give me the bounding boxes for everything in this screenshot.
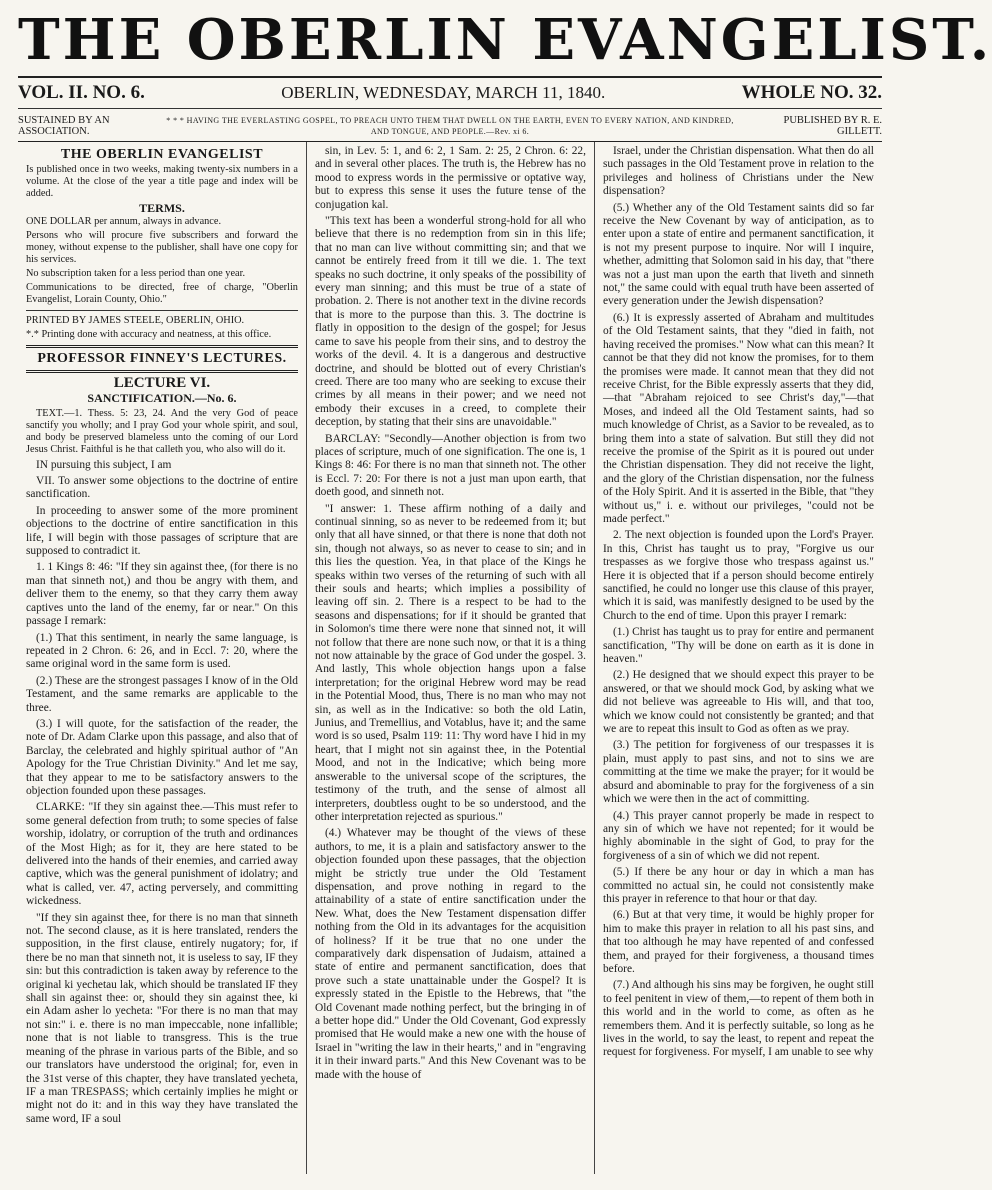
printing-note: *.* Printing done with accuracy and neatness, at this office. <box>26 329 272 341</box>
notice-line: Is published once in two weeks, making twenty-six numbers in a volume. At the close of the year a title page and index will be added. <box>26 164 298 200</box>
paragraph: (5.) Whether any of the Old Testament saints did so far receive the New Covenant by way of anticipation, as to enter upon a state of entire and permanent sanctification, it is not my present purpose to inquire. Nor will I inquire, whether, admitting that Solomon said in his day, that "there was not a just man upon the earth that liveth and sinneth not," the same could with equal truth have been asserted of every generation under the Jewish dispensation? <box>602 201 874 308</box>
paragraph: (1.) Christ has taught us to pray for entire and permanent sanctification, "Thy will be done on earth as it is done in heaven." <box>602 626 874 666</box>
masthead-rule <box>18 76 882 78</box>
paragraph: (4.) This prayer cannot properly be made in respect to any sin of which we have not repented; for it would be highly abominable in the sight of God, to pray for the forgiveness of a sin of which we did not repent. <box>602 809 874 862</box>
lecture-heading: LECTURE VI. <box>113 374 211 391</box>
notice-line: No subscription taken for a less period than one year. <box>26 268 246 280</box>
paragraph: (3.) The petition for forgiveness of our trespasses it is plain, must apply to past sins, and not to sins we are committing at the time we make the prayer; for it would be absurd and abominable to pray for the forgiveness of a sin which we were then in the act of committing. <box>602 739 874 806</box>
notice-line: Persons who will procure five subscribers and forward the money, without expense to the publisher, shall have one copy for his services. <box>26 230 298 266</box>
article-columns <box>18 141 882 1174</box>
notice-line: ONE DOLLAR per annum, always in advance. <box>26 216 222 228</box>
paragraph: sin, in Lev. 5: 1, and 6: 2, 1 Sam. 2: 25, 2 Chron. 6: 22, and in several other places. The truth is, the Hebrew has no mood to express words in the permissive or optative way, but to express this sense it uses the future tense of the conjugation kal. <box>314 145 586 211</box>
paragraph: 1. 1 Kings 8: 46: "If they sin against thee, (for there is no man that sinneth not,) and thou be angry with them, and deliver them to the enemy, so that they carry them away captives unto the land of the enemy, far or near." On this passage I remark: <box>26 561 298 628</box>
paragraph: "I answer: 1. These affirm nothing of a daily and continual sinning, so as never to be redeemed from it; but only that all have sinned, or that there is none that doth not sin, though not always, so as never to cease to sin; and in this lies the question. Yea, in that place of the Kings he speaks within two verses of the returning of such with all their souls and hearts; which implies a possibility of leaving off sin. 2. There is a respect to be had to the seasons and dispensations; for if it should be granted that in Solomon's time there were none that sinned not, it will not follow that there are none such now, or that it is a thing not now attainable by the grace of God under the gospel. 3. And lastly, This whole objection hangs upon a false interpretation; for the original Hebrew word may be read in the Potential Mood, thus, There is no man who may not sin, as well as in the Indicative: so both the old Latin, Junius, and Tremellius, and Votablus, have it; and the same word is so used, Psalm 119: 11: Thy word have I hid in my heart, that I might not sin against thee, in the Potential Mood, and not in the Indicative; which being more answerable to the universal scope of the scriptures, the testimony of the truth, and the sense of almost all interpreters, doubtless ought to be so understood, and the other interpretation rejected as spurious." <box>314 502 586 823</box>
paragraph: (2.) These are the strongest passages I know of in the Old Testament, and the same remarks are applicable to the three. <box>26 674 298 714</box>
column-3 <box>594 142 882 1174</box>
paragraph: (6.) It is expressly asserted of Abraham and multitudes of the Old Testament saints, that they "died in faith, not having received the promises." Now what can this mean? It cannot be that they did not know the promises, for to them the promises were made. It cannot mean that they did not receive Christ, for the Bible expressly asserts that they did,—that "Abraham rejoiced to see Christ's day,"—that Moses, and indeed all the Old Testament saints, had so much knowledge of Christ, as a Savior to be revealed, as to bring them into a state of salvation. But still they did not receive the promise of the Spirit as it is poured out under the Christian dispensation. They did not receive the light, and the glory of the Christian dispensation, nor the fulness of the Holy Spirit. And it is asserted in the Bible, that "they without us," i. e. without our privileges, "could not be made perfect." <box>602 311 874 525</box>
notice-line: Communications to be directed, free of charge, "Oberlin Evangelist, Lorain County, Ohio." <box>26 282 298 306</box>
scripture-motto: * * * HAVING THE EVERLASTING GOSPEL, TO PREACH UNTO THEM THAT DWELL ON THE EARTH, EVEN TO EVERY NATION, AND KINDRED, AND TONGUE, AND PEOPLE.—Rev. xi 6. <box>166 116 734 136</box>
dateline-rule <box>18 108 882 109</box>
paragraph: "If they sin against thee, for there is no man that sinneth not. The second clause, as it is here translated, renders the supposition, in the first clause, entirely nugatory; for, if there be no man that sinneth not, it is useless to say, IF they sin: but this contradiction is taken away by reference to the original ki yechetau lak, which should be translated IF they shall sin against thee: or, should they sin against thee, ki ein Adam asher lo yecheta: "For there is no man that may not sin:" i. e. there is no man impeccable, none infallible; none that is not liable to transgress. This is the true meaning of the phrase in various parts of the Bible, and so our translators have understood the original; for, even in the 31st verse of this chapter, they have translated yecheta, IF a man TRESPASS; which certainly implies he might or might not do it: and in this way they have translated the same word, IF a soul <box>26 911 298 1125</box>
paper-title: THE OBERLIN EVANGELIST <box>60 147 264 162</box>
text-passage: TEXT.—1. Thess. 5: 23, 24. And the very God of peace sanctify you wholly; and I pray God your whole spirit, and soul, and body be preserved blameless unto the coming of our Lord Jesus Christ. Faithful is he that calleth you, who also will do it. <box>26 407 298 455</box>
paragraph: (4.) Whatever may be thought of the views of these authors, to me, it is a plain and satisfactory answer to the objection founded upon these passages, that the objection might be strictly true under the Old Testament dispensation, and prove nothing in regard to the attainability of a state of entire sanctification under the New. What, does the New Testament dispensation differ nothing from the Old in its advantages for the acquisition of holiness? If it be true that no one under the comparatively dark dispensation of Judaism, attained a state of entire and permanent sanctification, does that prove such a state unattainable under the Gospel? It is expressly stated in the Epistle to the Hebrews, that "the Old Covenant made nothing perfect, but the bringing in of a better hope did." Under the Old Covenant, God expressly promised that He would make a new one with the house of Israel in "writing the law in their hearts," and in "engraving it in their inward parts." And this New Covenant was to be made with the house of <box>314 827 586 1081</box>
paragraph: (2.) He designed that we should expect this prayer to be answered, or that we should mock God, by asking what we did not believe was agreeable to His will, and that too, which we know could not consistently be granted; and that we are to repeat this insult to God as often as we pray. <box>602 669 874 736</box>
paragraph: BARCLAY: "Secondly—Another objection is from two places of scripture, much of one signification. The one is, 1 Kings 8: 46: For there is no man that sinneth not. The other is Eccl. 7: 20: For there is not a just man upon earth, that doeth good, and sinneth not. <box>314 432 586 499</box>
paragraph: (1.) That this sentiment, in nearly the same language, is repeated in 2 Chron. 6: 26, and in Eccl. 7: 20, where the same original word in the same form is used. <box>26 631 298 671</box>
newspaper-page <box>0 6 992 1190</box>
section-divider <box>26 345 298 348</box>
paragraph: (3.) I will quote, for the satisfaction of the reader, the note of Dr. Adam Clarke upon this passage, and also that of Barclay, the celebrated and highly spiritual author of "An Apology for the True Christian Divinity." And let me say, that they appear to me to be satisfactory answers to the objection founded upon these passages. <box>26 717 298 797</box>
notice-terms-heading: TERMS. <box>139 201 185 216</box>
printer-line: PRINTED BY JAMES STEELE, OBERLIN, OHIO. <box>26 315 245 327</box>
paragraph: 2. The next objection is founded upon the Lord's Prayer. In this, Christ has taught us to pray, "Forgive us our trespasses as we forgive those who trespass against us." Here it is objected that if a person should become entirely sanctified, he could no longer use this clause of this prayer, which it is said, was manifestly designed to be used by the Church to the end of time. Upon this prayer I remark: <box>602 529 874 622</box>
paragraph: (5.) If there be any hour or day in which a man has committed no actual sin, he could not consistently make this prayer in reference to that hour or that day. <box>602 866 874 905</box>
dateline <box>18 80 882 106</box>
paragraph: Israel, under the Christian dispensation. What then do all such passages in the Old Testament prove in relation to the privileges and holiness of Christians under the New dispensation? <box>602 145 874 198</box>
masthead-title: THE OBERLIN EVANGELIST. <box>18 7 992 73</box>
publication-notice <box>26 164 298 341</box>
section-divider <box>26 370 298 373</box>
paragraph: IN pursuing this subject, I am <box>36 458 172 471</box>
column-1 <box>18 142 306 1174</box>
paragraph: In proceeding to answer some of the more prominent objections to the doctrine of entire sanctification in this life, I will begin with those passages of scripture that are supposed to contradict it. <box>26 504 298 558</box>
notice-divider <box>26 310 298 311</box>
paragraph: (7.) And although his sins may be forgiven, he ought still to feel penitent in view of them,—to repent of them both in this world and in the world to come, as often as he remembers them. And it is perfectly suitable, so long as he lives in the world, to say the least, to repent and repeat the request for forgiveness. For myself, I am unable to see why <box>602 979 874 1059</box>
lecture-subheading: SANCTIFICATION.—No. 6. <box>87 391 237 406</box>
paragraph: (6.) But at that very time, it would be highly proper for him to make this prayer in relation to all his past sins, and that too although he may have repented of and confessed them, and prayed for their forgiveness, a thousand times before. <box>602 909 874 975</box>
place-and-date: OBERLIN, WEDNESDAY, MARCH 11, 1840. <box>281 83 606 102</box>
paragraph: CLARKE: "If they sin against thee.—This must refer to some general defection from truth; to some species of false worship, idolatry, or corruption of the truth and ordinances of the Most High; as for it, they are here stated to be delivered into the hands of their enemies, and carried away captive, which was the general punishment of idolatry; and what is called, ver. 47, acting perversely, and committing wickedness. <box>26 801 298 908</box>
column-2 <box>306 142 594 1174</box>
paragraph: "This text has been a wonderful strong-hold for all who believe that there is no redemption from sin in this life; that no man can live without committing sin; and that we cannot be entirely freed from it till we die. 1. The text speaks no such doctrine, it only speaks of the possibility of every man sinning; and this must be true of a state of probation. 2. There is not another text in the divine records that is more to the purpose than this. 3. The doctrine is flatly in opposition to the design of the gospel; for Jesus came to save his people from their sins, and to destroy the works of the devil. 4. It is a dangerous and destructive doctrine, and should be blotted out of every Christian's creed. There are too many who are seeking to excuse their crimes by all means in their power; and we need not embody their excuses in a creed, to complete their deception, by stating that their sins are unavoidable." <box>314 215 586 429</box>
motto-bar <box>18 111 882 141</box>
section-title: PROFESSOR FINNEY'S LECTURES. <box>37 351 287 367</box>
published-by: PUBLISHED BY R. E. GILLETT. <box>783 115 882 137</box>
whole-number: WHOLE NO. 32. <box>741 82 882 103</box>
paragraph: VII. To answer some objections to the doctrine of entire sanctification. <box>26 475 298 501</box>
sustained-by: SUSTAINED BY AN ASSOCIATION. <box>18 115 110 137</box>
volume-number: VOL. II. NO. 6. <box>18 82 145 103</box>
